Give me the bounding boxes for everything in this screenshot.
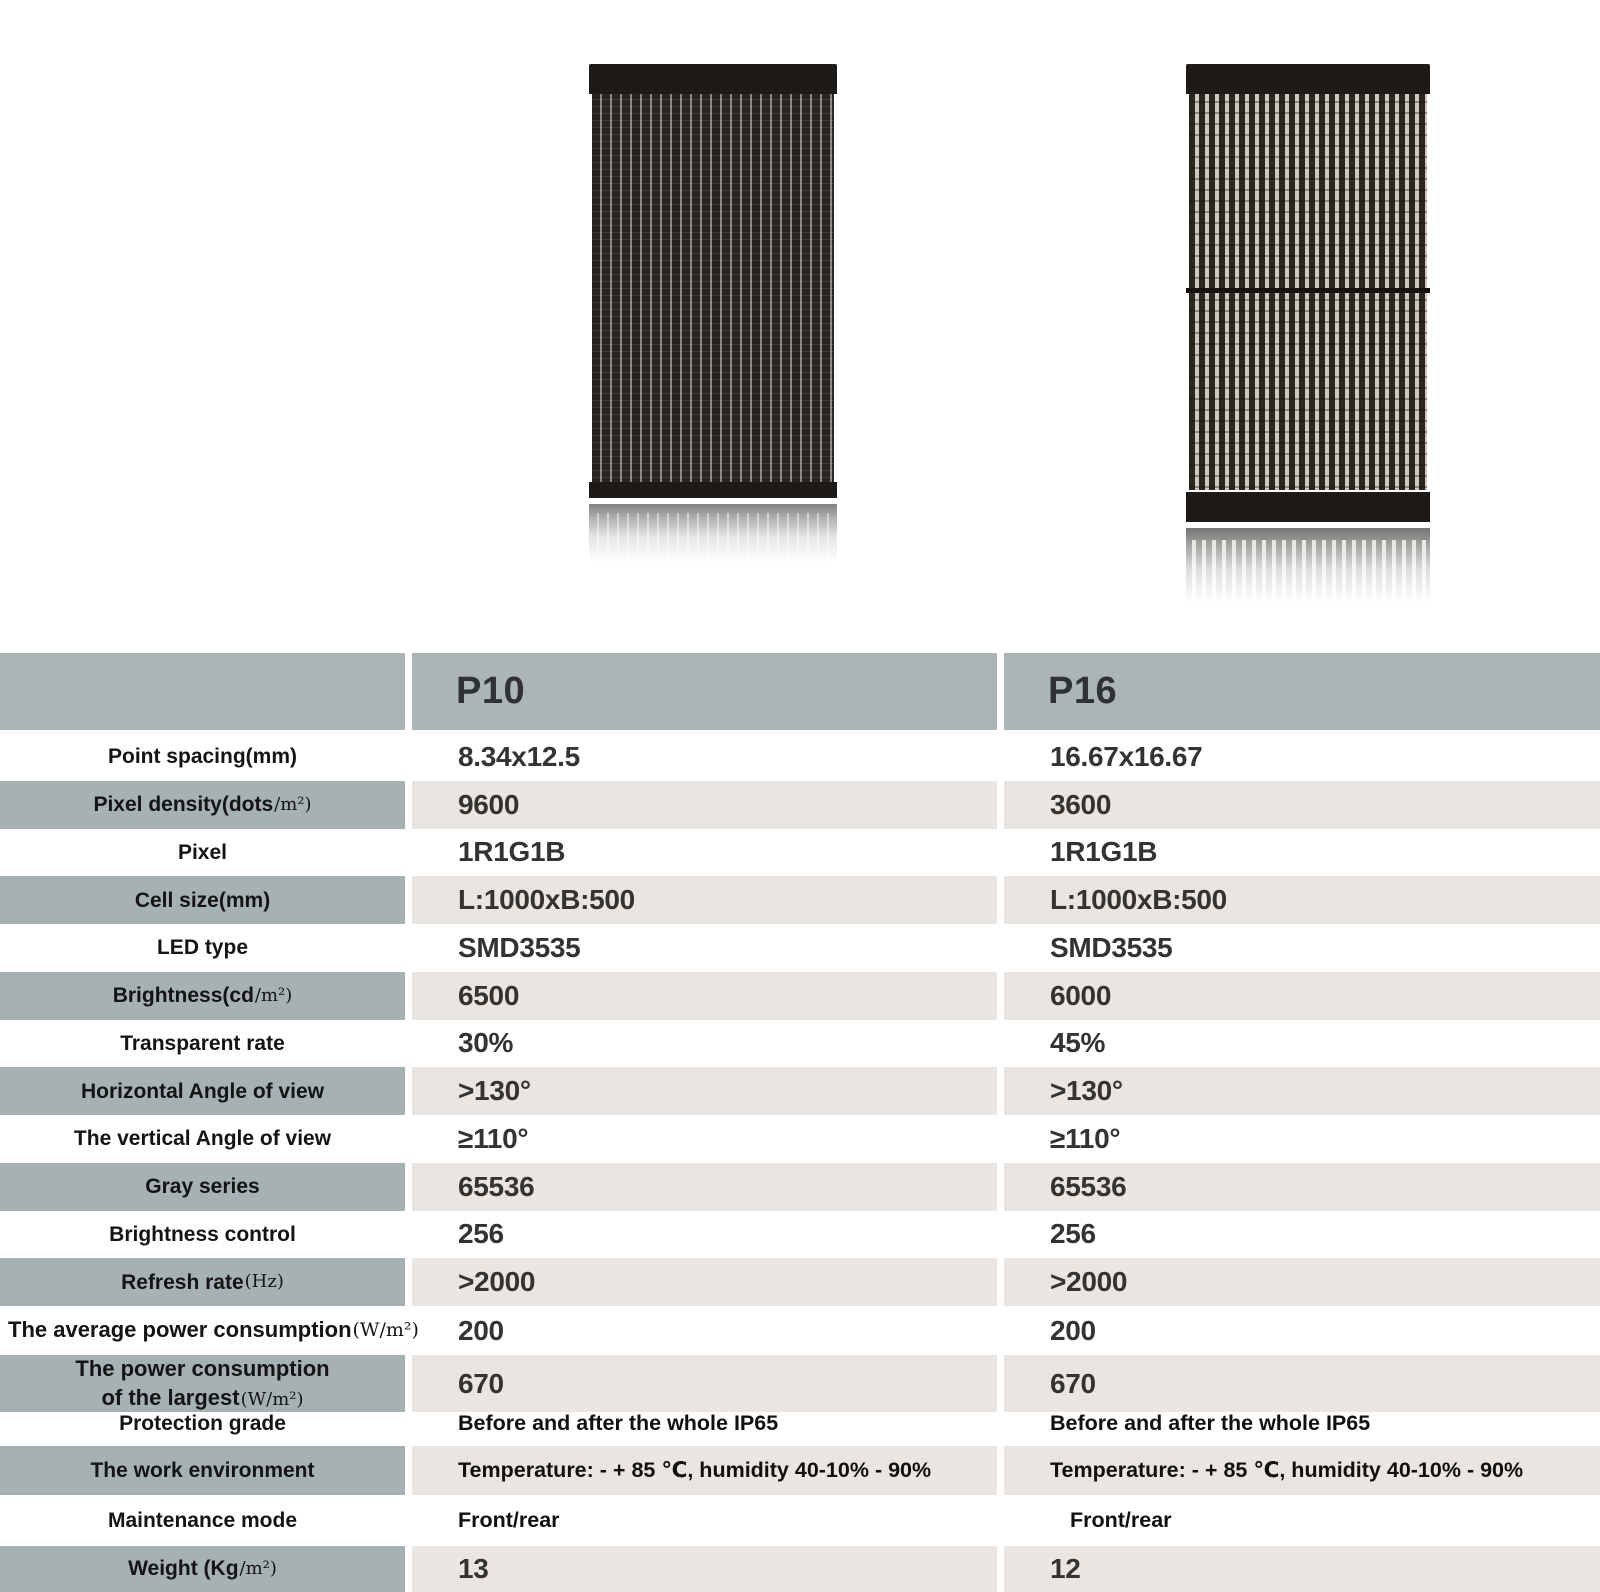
p10-value: 30% (458, 1027, 514, 1059)
p10-value: 8.34x12.5 (458, 740, 580, 772)
p16-value: SMD3535 (1050, 931, 1173, 963)
p16-panel-reflection (1186, 528, 1430, 604)
p10-value: Before and after the whole IP65 (458, 1411, 779, 1435)
spec-row-led-type (0, 924, 1600, 972)
p10-value: 256 (458, 1218, 504, 1250)
p16-value: 3600 (1004, 781, 1600, 829)
p16-value: 45% (1050, 1027, 1106, 1059)
p10-led-panel-image (589, 64, 837, 498)
spec-row-maintenance-mode (0, 1495, 1600, 1546)
p16-value: Front/rear (1070, 1508, 1172, 1532)
spec-row-cell-size (0, 876, 1600, 924)
p10-value: 6500 (412, 972, 997, 1020)
spec-row-max-power (0, 1355, 1600, 1410)
p16-value: 670 (1004, 1355, 1600, 1412)
p16-value: Before and after the whole IP65 (1050, 1411, 1371, 1435)
row-label: Pixel density(dots /m²) (0, 781, 405, 829)
spec-row-average-power (0, 1306, 1600, 1355)
spec-row-work-environment (0, 1446, 1600, 1495)
p16-value: 12 (1004, 1546, 1600, 1592)
row-label: Gray series (0, 1163, 405, 1211)
spec-row-horizontal-angle (0, 1067, 1600, 1115)
header-label-cell (0, 653, 405, 730)
row-label: Brightness(cd /m²) (0, 972, 405, 1020)
product-images-section (0, 0, 1600, 653)
row-label: Cell size(mm) (0, 876, 405, 924)
p10-value: 13 (412, 1546, 997, 1592)
row-label: Weight (Kg /m²) (0, 1546, 405, 1592)
p16-value: >2000 (1004, 1258, 1600, 1306)
spec-row-brightness-control (0, 1211, 1600, 1259)
p16-value: 256 (1050, 1218, 1096, 1250)
p16-value: ≥110° (1050, 1122, 1121, 1154)
p10-value: 9600 (412, 781, 997, 829)
p10-value: 65536 (412, 1163, 997, 1211)
spec-row-refresh-rate (0, 1258, 1600, 1306)
row-label: The work environment (0, 1446, 405, 1495)
p10-panel-top-cap (589, 64, 837, 94)
row-label: LED type (156, 936, 248, 960)
row-label: Refresh rate (Hz) (0, 1258, 405, 1306)
p10-panel-reflection (589, 504, 837, 562)
p10-panel-bottom-cap (589, 482, 837, 498)
p16-value: 65536 (1004, 1163, 1600, 1211)
p16-value: 6000 (1004, 972, 1600, 1020)
header-p10: P10 (412, 653, 997, 730)
spec-row-protection-grade (0, 1401, 1600, 1446)
p10-value: Temperature: - + 85 ℃, humidity 40-10% - 90% (412, 1446, 997, 1495)
row-label: Transparent rate (120, 1031, 285, 1055)
spec-table (0, 653, 1600, 1592)
spec-row-gray-series (0, 1163, 1600, 1211)
p16-panel-top-cap (1186, 64, 1430, 94)
spec-row-pixel-density (0, 781, 1600, 829)
row-label: Maintenance mode (107, 1508, 298, 1532)
header-p16: P16 (1004, 653, 1600, 730)
p16-value: 16.67x16.67 (1050, 740, 1203, 772)
p10-value: SMD3535 (458, 931, 581, 963)
p16-value: >130° (1004, 1067, 1600, 1115)
p16-value: 200 (1050, 1314, 1096, 1346)
p16-panel-middle-seam (1186, 288, 1430, 293)
p10-value: 1R1G1B (458, 836, 566, 868)
p16-panel-bottom-cap (1186, 492, 1430, 522)
table-header-row (0, 653, 1600, 730)
p16-value: Temperature: - + 85 ℃, humidity 40-10% - 90% (1004, 1446, 1600, 1495)
p10-value: ≥110° (458, 1122, 529, 1154)
row-label: Horizontal Angle of view (0, 1067, 405, 1115)
p10-value: L:1000xB:500 (412, 876, 997, 924)
row-label: The average power consumption (W/m²) (8, 1317, 419, 1343)
p10-led-strips (592, 92, 834, 484)
spec-row-point-spacing (0, 733, 1600, 781)
row-label: Point spacing(mm) (107, 745, 297, 769)
row-label: Brightness control (109, 1222, 296, 1246)
row-label: The power consumption of the largest(W/m²) (0, 1355, 405, 1412)
p16-led-panel-image (1186, 64, 1430, 522)
p16-value: 1R1G1B (1050, 836, 1158, 868)
p10-value: 670 (412, 1355, 997, 1412)
spec-row-pixel (0, 829, 1600, 877)
p16-value: L:1000xB:500 (1004, 876, 1600, 924)
spec-row-vertical-angle (0, 1115, 1600, 1163)
p10-value: >2000 (412, 1258, 997, 1306)
row-label: The vertical Angle of view (73, 1127, 332, 1151)
spec-row-brightness (0, 972, 1600, 1020)
row-label: Pixel (177, 840, 228, 864)
spec-row-transparent-rate (0, 1020, 1600, 1068)
spec-row-weight (0, 1546, 1600, 1592)
p10-value: Front/rear (458, 1508, 560, 1532)
row-label: Protection grade (119, 1411, 286, 1435)
p10-value: >130° (412, 1067, 997, 1115)
p10-value: 200 (458, 1314, 504, 1346)
